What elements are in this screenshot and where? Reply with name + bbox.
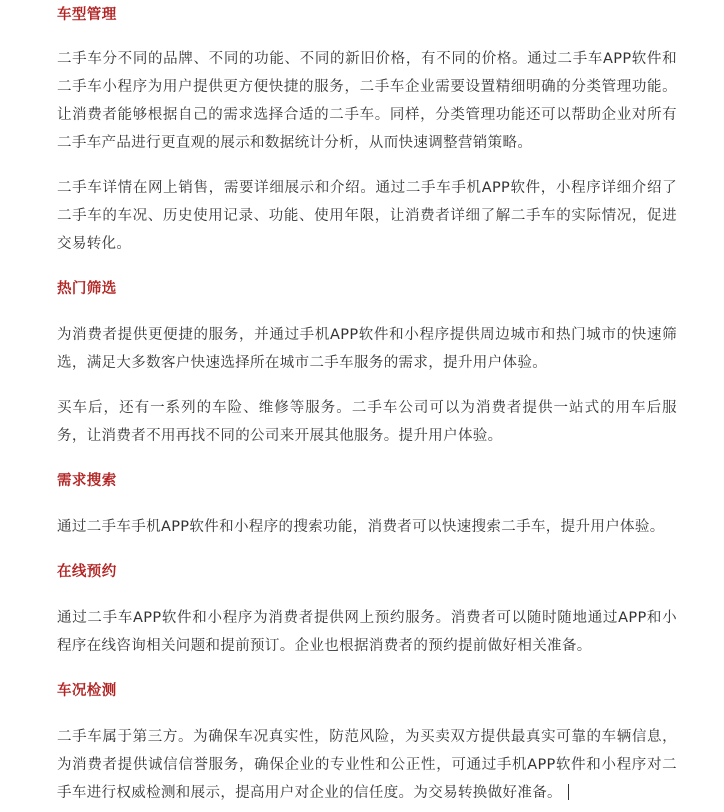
paragraph-hot-filter-1: 为消费者提供更便捷的服务，并通过手机APP软件和小程序提供周边城市和热门城市的快速筛选，满足大多数客户快速选择所在城市二手车服务的需求，提升用户体验。	[57, 327, 677, 371]
text-cursor	[568, 784, 569, 800]
paragraph-condition-inspection-1	[57, 723, 677, 807]
paragraph-model-management-1: 二手车分不同的品牌、不同的功能、不同的新旧价格，有不同的价格。通过二手车APP软件和二手车小程序为用户提供更方便快捷的服务，二手车企业需要设置精细明确的分类管理功能。让消费者能够根据自己的需求选择合适的二手车。同样，分类管理功能还可以帮助企业对所有二手车产品进行更直观的展示和数据统计分析，从而快速调整营销策略。	[57, 51, 677, 151]
paragraph-condition-inspection-text: 二手车属于第三方。为确保车况真实性，防范风险，为买卖双方提供最真实可靠的车辆信息，为消费者提供诚信信誉服务，确保企业的专业性和公正性，可通过手机APP软件和小程序对二手车进行权威检测和展示，提高用户对企业的信任度。为交易转换做好准备。	[57, 729, 677, 801]
section-heading-condition-inspection: 车况检测	[57, 683, 117, 699]
paragraph-demand-search-1: 通过二手车手机APP软件和小程序的搜索功能，消费者可以快速搜索二手车，提升用户体验。	[57, 519, 665, 535]
section-heading-online-booking: 在线预约	[57, 564, 117, 580]
paragraph-online-booking-1: 通过二手车APP软件和小程序为消费者提供网上预约服务。消费者可以随时随地通过APP和小程序在线咨询相关问题和提前预订。企业也根据消费者的预约提前做好相关准备。	[57, 610, 677, 654]
paragraph-model-management-2: 二手车详情在网上销售，需要详细展示和介绍。通过二手车手机APP软件，小程序详细介绍了二手车的车况、历史使用记录、功能、使用年限，让消费者详细了解二手车的实际情况，促进交易转化。	[57, 180, 677, 252]
section-heading-model-management: 车型管理	[57, 7, 117, 23]
paragraph-hot-filter-2: 买车后，还有一系列的车险、维修等服务。二手车公司可以为消费者提供一站式的用车后服务，让消费者不用再找不同的公司来开展其他服务。提升用户体验。	[57, 400, 677, 444]
section-heading-demand-search: 需求搜索	[57, 473, 117, 489]
section-heading-hot-filter: 热门筛选	[57, 281, 117, 297]
article-body	[57, 0, 677, 807]
